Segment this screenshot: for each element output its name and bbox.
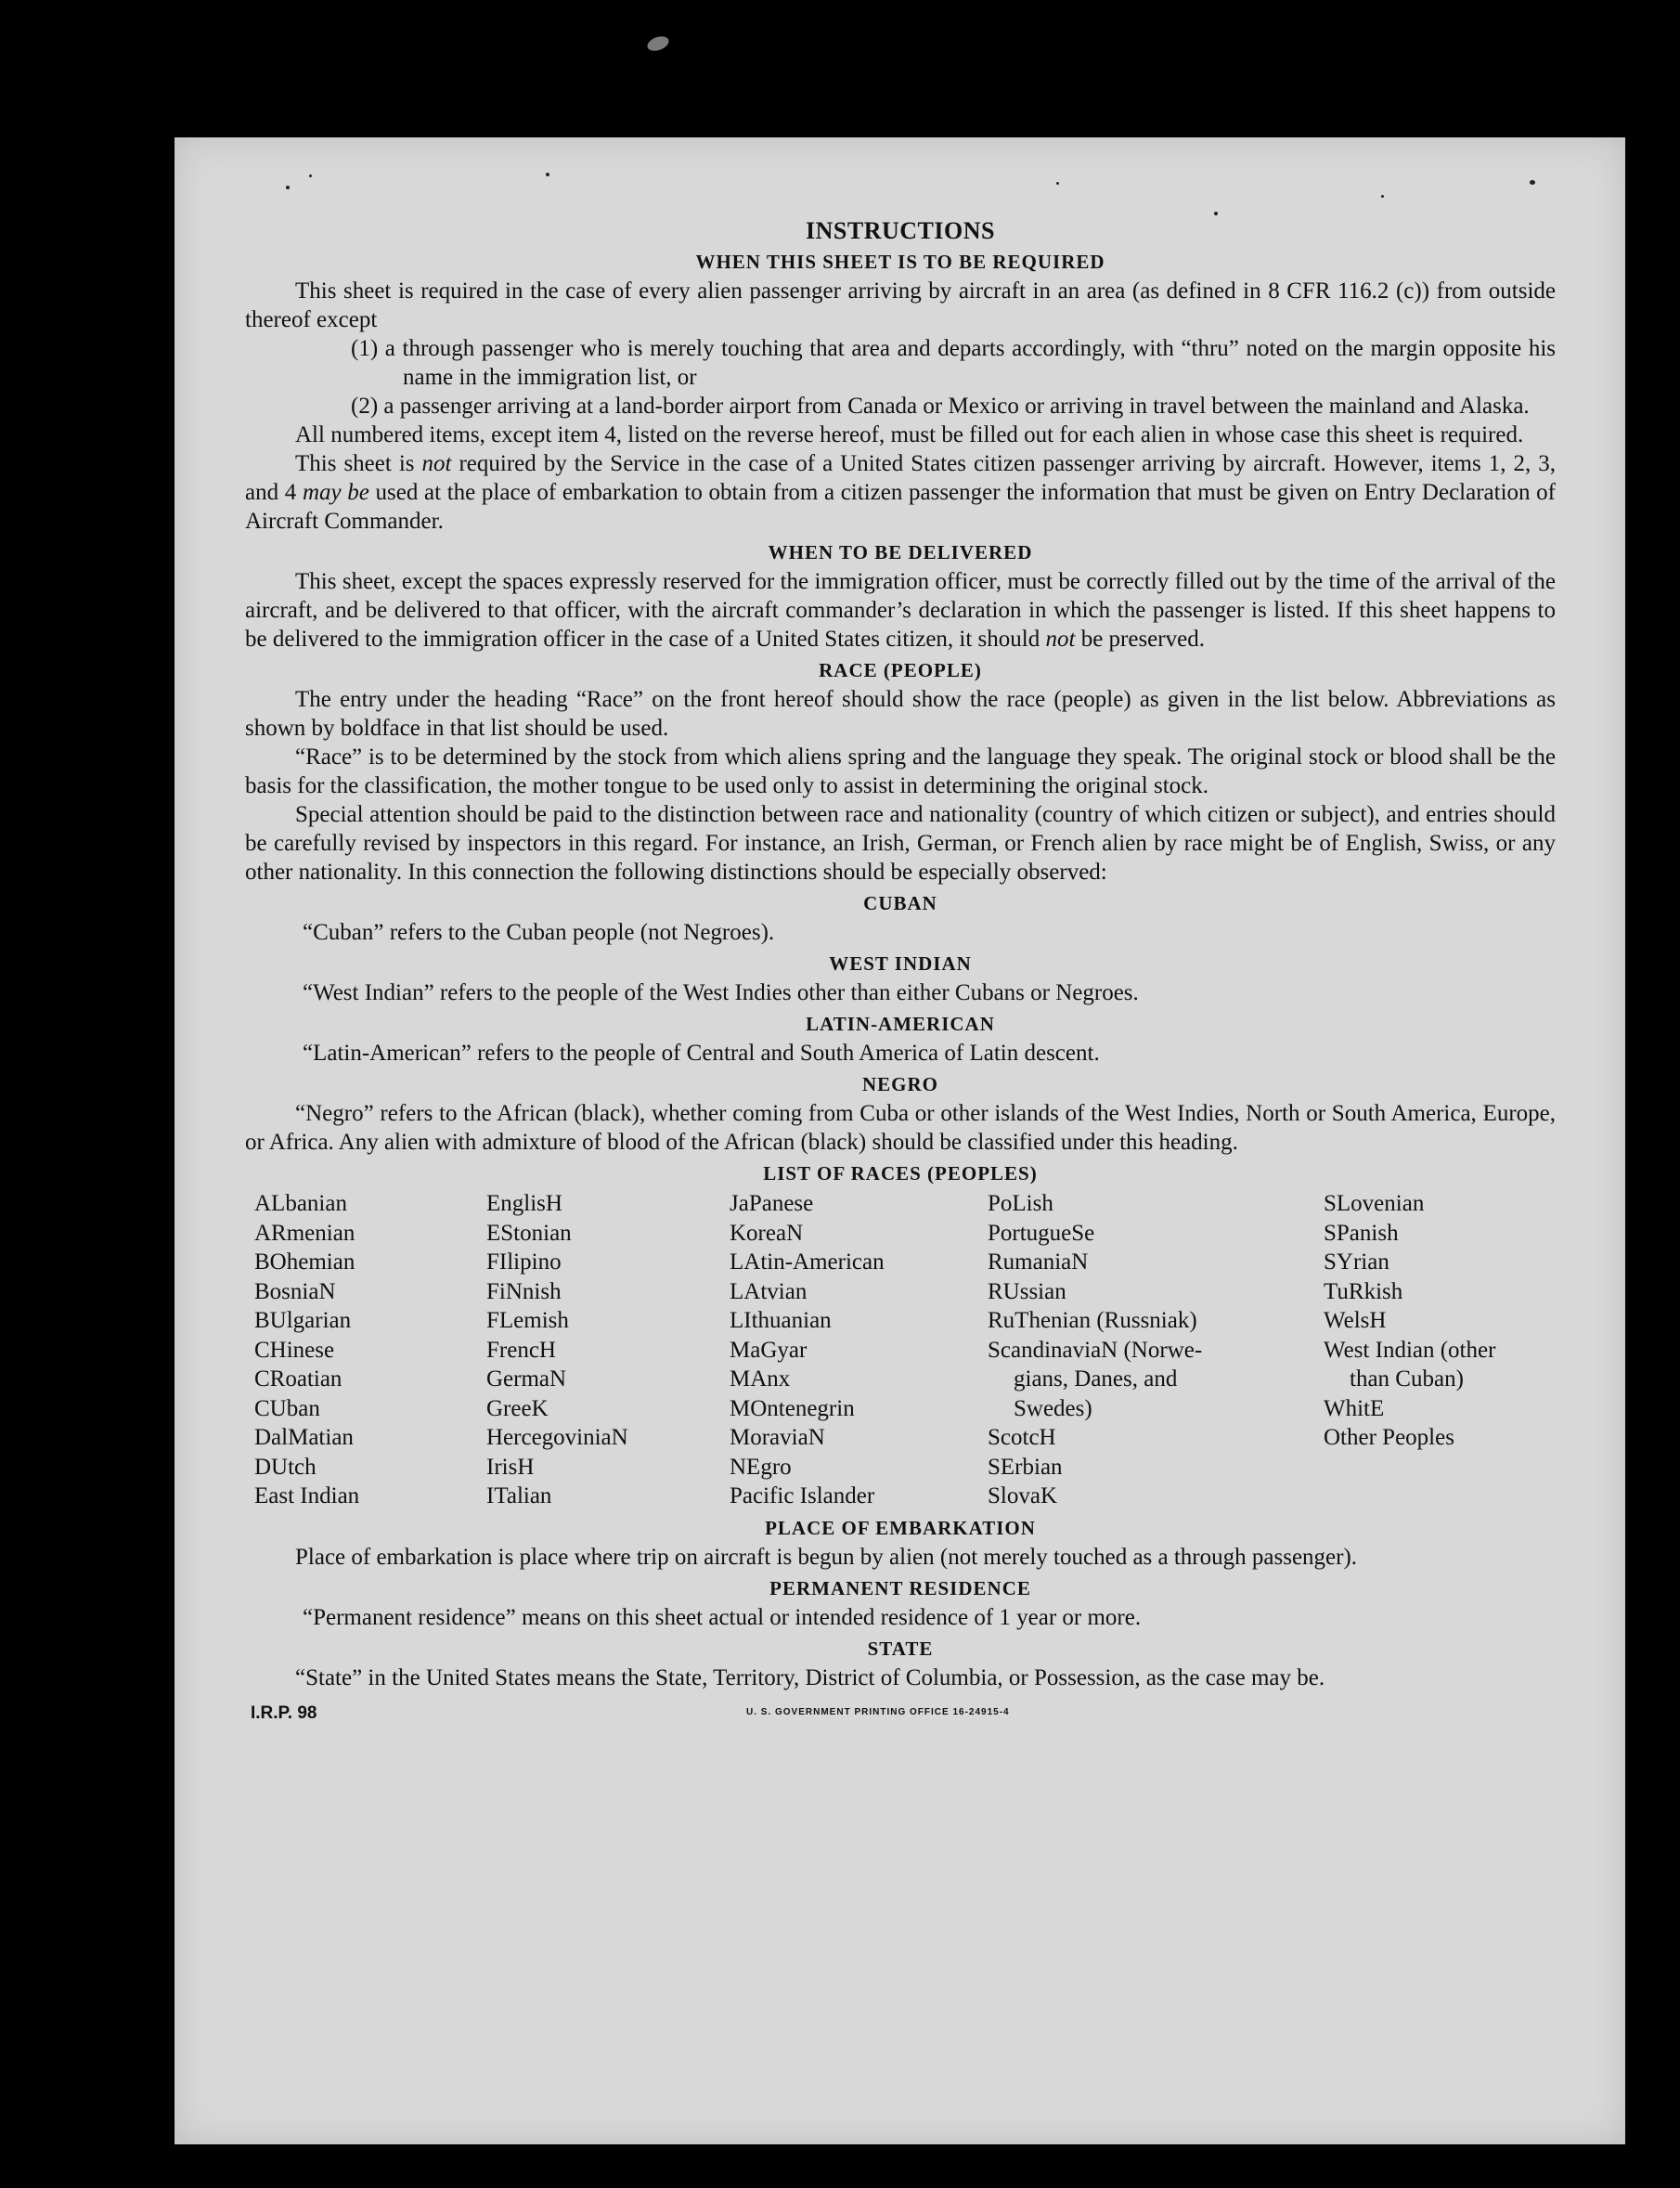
cuban-definition: “Cuban” refers to the Cuban people (not Negroes). [303, 920, 775, 945]
race-paragraph-1: The entry under the heading “Race” on the front hereof should show the race (people) as given in the list below. Abbreviations as shown by boldface in that list should be used. [245, 687, 1556, 741]
race-entry: MOntenegrin [730, 1395, 855, 1421]
race-entry: FLemish [486, 1308, 569, 1333]
citizen-text-maybe: may be [302, 480, 369, 505]
printer-imprint: U. S. GOVERNMENT PRINTING OFFICE 16-24915-4 [746, 1706, 1010, 1717]
race-entry: GreeK [486, 1395, 549, 1421]
instructions-content [245, 217, 1556, 1739]
race-entry: CHinese [254, 1337, 335, 1363]
race-entry: KoreaN [730, 1220, 804, 1246]
race-entry: East Indian [254, 1483, 360, 1508]
races-column-1 [245, 1189, 486, 1511]
race-entry-continued: gians, Danes, and [1014, 1366, 1178, 1392]
race-entry: GermaN [486, 1366, 567, 1392]
race-entry: ScandinaviaN (Norwe- [988, 1337, 1203, 1363]
race-entry: FiNnish [486, 1278, 562, 1304]
exception-item-2: (2) a passenger arriving at a land-border airport from Canada or Mexico or arriving in travel between the mainland and Alaska. [351, 394, 1530, 419]
page-footer [245, 1702, 1556, 1739]
races-column-2 [486, 1189, 730, 1511]
race-entry: RumaniaN [988, 1249, 1089, 1275]
race-entry: PoLish [988, 1191, 1053, 1216]
when-delivered-paragraph [245, 567, 1556, 654]
when-delivered-heading: WHEN TO BE DELIVERED [768, 541, 1033, 563]
citizen-text-a: This sheet is [295, 451, 422, 476]
race-entry: BOhemian [254, 1249, 355, 1275]
race-entry: West Indian (other [1324, 1337, 1496, 1363]
document-page [174, 137, 1625, 2144]
race-entry: CRoatian [254, 1366, 342, 1392]
race-entry: FIlipino [486, 1249, 562, 1275]
race-entry: SPanish [1324, 1220, 1399, 1246]
race-entry: SErbian [988, 1454, 1063, 1480]
race-entry: DUtch [254, 1454, 317, 1480]
race-entry: EnglisH [486, 1191, 562, 1216]
race-entry: EStonian [486, 1220, 572, 1246]
races-list-heading: LIST OF RACES (PEOPLES) [763, 1162, 1038, 1185]
delivered-text-not: not [1045, 627, 1076, 652]
race-entry: BUlgarian [254, 1308, 352, 1333]
race-entry: Other Peoples [1324, 1425, 1454, 1450]
races-column-3 [730, 1189, 988, 1511]
race-entry: IrisH [486, 1454, 535, 1480]
race-entry: DalMatian [254, 1425, 354, 1450]
delivered-text-b: be preserved. [1075, 627, 1205, 652]
delivered-text-a: This sheet, except the spaces expressly reserved for the immigration officer, must be correctly filled out by the time of the arrival of the aircraft, and be delivered to that officer, with the aircraft commander’s declaration in which the passenger is listed. If this sheet happens to be delivered to the immigration officer in the case of a United States citizen, it should [245, 569, 1556, 652]
race-entry: ScotcH [988, 1425, 1056, 1450]
negro-heading: NEGRO [861, 1073, 938, 1095]
race-entry: WhitE [1324, 1395, 1385, 1421]
race-entry: LIthuanian [730, 1308, 832, 1333]
permanent-residence-text: “Permanent residence” means on this sheet actual or intended residence of 1 year or more. [303, 1604, 1142, 1630]
race-entry: ARmenian [254, 1220, 355, 1246]
latin-american-definition: “Latin-American” refers to the people of Central and South America of Latin descent. [303, 1041, 1100, 1066]
race-entry: WelsH [1324, 1308, 1387, 1333]
form-number: I.R.P. 98 [251, 1702, 317, 1723]
west-indian-heading: WEST INDIAN [829, 952, 972, 975]
race-entry: RuThenian (Russniak) [988, 1308, 1197, 1333]
race-entry: JaPanese [730, 1191, 814, 1216]
races-column-5 [1324, 1189, 1556, 1511]
race-entry: LAtvian [730, 1278, 808, 1304]
race-entry: Pacific Islander [730, 1483, 875, 1508]
latin-american-heading: LATIN-AMERICAN [806, 1013, 995, 1035]
race-paragraph-2: “Race” is to be determined by the stock from which aliens spring and the language they speak. The original stock or blood shall be the basis for the classification, the mother tongue to be used only to assist in determining the original stock. [245, 744, 1556, 798]
numbered-items-paragraph: All numbered items, except item 4, listed on the reverse hereof, must be filled out for each alien in whose case this sheet is required. [295, 422, 1524, 447]
race-entry: CUban [254, 1395, 320, 1421]
west-indian-definition: “West Indian” refers to the people of the West Indies other than either Cubans or Negroes. [303, 980, 1139, 1005]
embarkation-heading: PLACE OF EMBARKATION [765, 1516, 1036, 1539]
race-entry: MaGyar [730, 1337, 808, 1363]
state-heading: STATE [867, 1637, 934, 1660]
cuban-heading: CUBAN [863, 892, 937, 914]
citizen-text-c: used at the place of embarkation to obtain from a citizen passenger the information that must be given on Entry Declaration of Aircraft Commander. [245, 480, 1557, 534]
race-entry: TuRkish [1324, 1278, 1403, 1304]
negro-definition: “Negro” refers to the African (black), whether coming from Cuba or other islands of the West Indies, North or South America, Europe, or Africa. Any alien with admixture of blood of the African (black) should be classified under this heading. [245, 1101, 1556, 1155]
race-entry: FrencH [486, 1337, 556, 1363]
race-entry: LAtin-American [730, 1249, 885, 1275]
race-entry: SLovenian [1324, 1191, 1425, 1216]
citizen-text-not: not [421, 451, 452, 476]
race-entry: SYrian [1324, 1249, 1389, 1275]
race-entry: PortugueSe [988, 1220, 1095, 1246]
citizen-paragraph [245, 449, 1556, 536]
state-text: “State” in the United States means the State, Territory, District of Columbia, or Possession, as the case may be. [295, 1664, 1325, 1690]
when-required-heading: WHEN THIS SHEET IS TO BE REQUIRED [695, 251, 1105, 273]
race-entry: HercegoviniaN [486, 1425, 628, 1450]
scan-smudge [645, 33, 670, 53]
race-entry: MoraviaN [730, 1425, 825, 1450]
race-entry: ITalian [486, 1483, 552, 1508]
when-required-intro: This sheet is required in the case of every alien passenger arriving by aircraft in an area (as defined in 8 CFR 116.2 (c)) from outside thereof except [245, 278, 1556, 332]
race-entry: RUssian [988, 1278, 1066, 1304]
race-entry: ALbanian [254, 1191, 347, 1216]
race-entry: NEgro [730, 1454, 792, 1480]
race-entry: BosniaN [254, 1278, 336, 1304]
race-paragraph-3: Special attention should be paid to the distinction between race and nationality (country of which citizen or subject), and entries should be carefully revised by inspectors in this regard. For instance, an Irish, German, or French alien by race might be of English, Swiss, or any other nationality. In this connection the following distinctions should be especially observed: [245, 802, 1556, 885]
exception-item-1: (1) a through passenger who is merely touching that area and departs accordingly, with “thru” noted on the margin opposite his name in the immigration list, or [351, 336, 1556, 390]
permanent-residence-heading: PERMANENT RESIDENCE [769, 1576, 1031, 1599]
race-entry-continued: than Cuban) [1350, 1366, 1464, 1392]
race-entry: MAnx [730, 1366, 791, 1392]
page-title: INSTRUCTIONS [806, 217, 995, 244]
races-list [245, 1189, 1556, 1511]
race-entry-continued: Swedes) [1014, 1395, 1092, 1421]
citizen-text-b: required by the Service in the case of a United States citizen passenger arriving by aircraft. However, items 1, 2, 3, and 4 [245, 451, 1556, 505]
embarkation-text: Place of embarkation is place where trip on aircraft is begun by alien (not merely touched as a through passenger). [295, 1544, 1358, 1570]
race-heading: RACE (PEOPLE) [819, 659, 982, 681]
races-column-4 [988, 1189, 1324, 1511]
race-entry: SlovaK [988, 1483, 1057, 1508]
